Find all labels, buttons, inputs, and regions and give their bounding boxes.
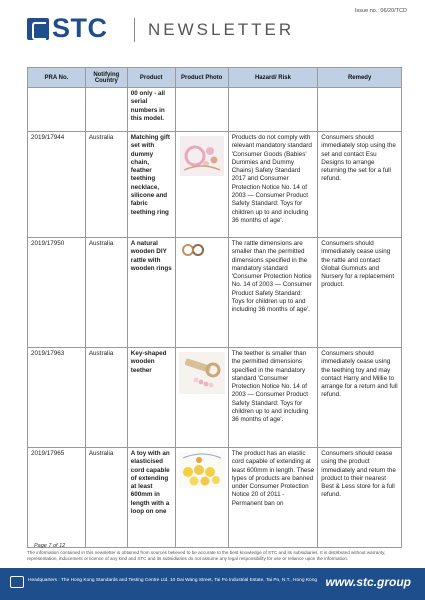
table-header-row xyxy=(28,68,402,88)
cell-photo xyxy=(175,348,228,448)
cell-product: Key-shaped wooden teether xyxy=(127,348,175,448)
table-row xyxy=(28,238,402,348)
table-row-continuation xyxy=(28,88,402,132)
page-number: Page 7 of 12 xyxy=(34,543,66,549)
page-header xyxy=(0,0,425,56)
cell-country: Australia xyxy=(85,132,127,238)
cell-country: Australia xyxy=(85,448,127,548)
table-row xyxy=(28,132,402,238)
cell-hazard: The teether is smaller than the permitted dimensions specified in the mandatory standard 'Consumer Protection Notice No. 14 of 2003 — Consumer Product Safety Standard: Toys for children up to and including 36 months of age'. xyxy=(228,348,318,448)
logo-text: STC xyxy=(52,13,108,43)
cell-pra: 2019/17950 xyxy=(28,238,86,348)
website-link[interactable]: www.stc.group xyxy=(325,575,411,589)
header-divider xyxy=(134,18,135,42)
cell-product: A natural wooden DIY rattle with wooden rings xyxy=(127,238,175,348)
key-teether-photo xyxy=(179,352,225,394)
disclaimer-text: The information contained in this newsletter is obtained from sources believed to be accurate to the best knowledge of STC and its subsidiaries. It is distributed without warranty, representation, inducement or licence of any kind and STC and its subsidiaries do not assume any legal responsibility for use or reliance upon the information. xyxy=(27,550,386,562)
cell-hazard: Products do not comply with relevant mandatory standard 'Consumer Goods (Babies' Dummies and Dummy Chains) Safety Standard 2017 and Consumer Protection Notice No. 14 of 2003 — Consumer Product Safety Standard: Toys for children up to and including 36 months of age'. xyxy=(228,132,318,238)
cell-photo xyxy=(175,132,228,238)
col-header-remedy: Remedy xyxy=(318,68,402,88)
table-row xyxy=(28,448,402,548)
cell-empty xyxy=(318,88,402,132)
col-header-photo: Product Photo xyxy=(175,68,228,88)
cell-empty xyxy=(228,88,318,132)
building-icon xyxy=(10,576,24,588)
cell-empty xyxy=(175,88,228,132)
headquarters-text: Headquarters : The Hong Kong Standards and Testing Centre Ltd. 10 Dai Wang Street, Tai Po Industrial Estate, Tai Po, N.T., Hong Kong xyxy=(28,578,318,583)
cell-empty xyxy=(28,88,86,132)
cell-product: A toy with an elasticised cord capable of extending at least 600mm in length with a loop on one xyxy=(127,448,175,548)
col-header-pra: PRA No. xyxy=(28,68,86,88)
cell-empty xyxy=(85,88,127,132)
col-header-hazard: Hazard/ Risk xyxy=(228,68,318,88)
cell-product: 00 only - all serial numbers in this model. xyxy=(127,88,175,132)
footer-bar xyxy=(0,568,425,600)
cell-remedy: Consumers should immediately cease using the teething toy and may contact Harry and Millie to arrange for a return and full refund. xyxy=(318,348,402,448)
cell-country: Australia xyxy=(85,348,127,448)
cell-remedy: Consumers should immediately cease using the rattle and contact Global Gumnuts and Nursery for a replacement product. xyxy=(318,238,402,348)
issue-number: Issue no.: 06/20/TCD xyxy=(355,8,407,14)
cell-hazard: The product has an elastic cord capable of extending at least 600mm in length. These types of products are banned under Consumer Protection Notice 20 of 2011 - Permanent ban on xyxy=(228,448,318,548)
cell-pra: 2019/17944 xyxy=(28,132,86,238)
cell-hazard: The rattle dimensions are smaller than the permitted dimensions specified in the mandatory standard 'Consumer Protection Notice No. 14 of 2003 — Consumer Product Safety Standard: Toys for children up to and including 36 months of age'. xyxy=(228,238,318,348)
cell-pra: 2019/17965 xyxy=(28,448,86,548)
cell-product: Matching gift set with dummy chain, feather teething necklace, silicone and fabric teething ring xyxy=(127,132,175,238)
gift-set-photo xyxy=(180,136,224,176)
cell-photo xyxy=(175,238,228,348)
wooden-rattle-photo xyxy=(181,242,205,258)
col-header-product: Product xyxy=(127,68,175,88)
cell-photo xyxy=(175,448,228,548)
cell-remedy: Consumers should cease using the product immediately and return the product to their nearest Best & Less store for a full refund. xyxy=(318,448,402,548)
stc-logo-icon xyxy=(27,18,49,40)
cell-country: Australia xyxy=(85,238,127,348)
recall-table xyxy=(27,67,402,548)
newsletter-title: NEWSLETTER xyxy=(148,20,295,39)
cell-remedy: Consumers should immediately stop using the set and contact Esu Designs to arrange returning the set for a full refund. xyxy=(318,132,402,238)
col-header-country: Notifying Country xyxy=(85,68,127,88)
cell-pra: 2019/17963 xyxy=(28,348,86,448)
elastic-toy-photo xyxy=(179,452,225,488)
table-row xyxy=(28,348,402,448)
